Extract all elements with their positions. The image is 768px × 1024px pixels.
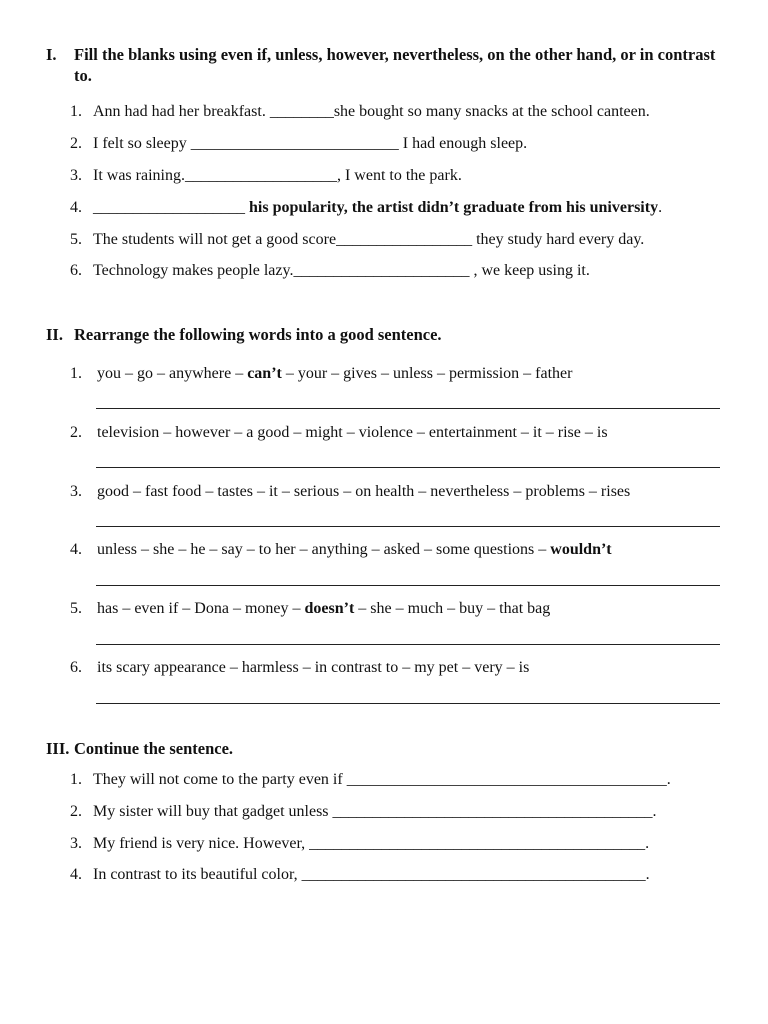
s2-item-2 xyxy=(70,423,608,443)
item-text: you – go – anywhere – xyxy=(97,365,248,382)
s1-item-4 xyxy=(70,198,662,218)
item-bold-text: doesn’t xyxy=(304,600,355,617)
section-3-title: Continue the sentence. xyxy=(74,739,234,758)
section-1-title: Fill the blanks using even if, unless, however, nevertheless, on the other hand, or in contrast to. xyxy=(74,45,716,85)
item-text: has – even if – Dona – money – xyxy=(97,600,305,617)
s2-item-6 xyxy=(70,658,529,678)
item-number: 3. xyxy=(70,483,82,500)
item-text: The students will not get a good score_________________ they study hard every day. xyxy=(93,231,645,248)
s1-item-5 xyxy=(70,230,644,250)
s2-answer-line-3[interactable] xyxy=(96,526,720,527)
s2-answer-line-2[interactable] xyxy=(96,467,720,468)
section-3-number: III. xyxy=(46,739,70,758)
item-number: 4. xyxy=(70,199,82,216)
section-2-number: II. xyxy=(46,325,63,344)
item-text: good – fast food – tastes – it – serious – on health – nevertheless – problems – rises xyxy=(97,483,631,500)
s2-answer-line-5[interactable] xyxy=(96,644,720,645)
s2-item-3 xyxy=(70,482,630,502)
item-text-after: . xyxy=(658,199,663,216)
item-number: 4. xyxy=(70,541,82,558)
s2-answer-line-4[interactable] xyxy=(96,585,720,586)
s1-item-3 xyxy=(70,166,462,186)
item-blank: ___________________ xyxy=(93,199,249,216)
item-text: My friend is very nice. However, __________________________________________. xyxy=(93,835,650,852)
item-number: 1. xyxy=(70,365,82,382)
item-text: Ann had had her breakfast. ________she bought so many snacks at the school canteen. xyxy=(93,103,650,120)
item-number: 6. xyxy=(70,262,82,279)
item-text-after: – she – much – buy – that bag xyxy=(354,600,551,617)
item-bold-text: his popularity, the artist didn’t graduate from his university xyxy=(249,199,659,216)
item-number: 4. xyxy=(70,866,82,883)
s3-item-2 xyxy=(70,802,657,822)
item-number: 5. xyxy=(70,231,82,248)
s3-item-1 xyxy=(70,770,671,790)
s2-item-5 xyxy=(70,599,550,619)
item-text: In contrast to its beautiful color, ___________________________________________. xyxy=(93,866,650,883)
item-text: unless – she – he – say – to her – anything – asked – some questions – xyxy=(97,541,551,558)
item-number: 2. xyxy=(70,424,82,441)
item-bold-text: can’t xyxy=(247,365,282,382)
item-text: They will not come to the party even if ________________________________________. xyxy=(93,771,671,788)
item-text: television – however – a good – might – violence – entertainment – it – rise – is xyxy=(97,424,608,441)
item-text: It was raining.___________________, I went to the park. xyxy=(93,167,462,184)
section-2-heading xyxy=(46,324,734,345)
item-number: 3. xyxy=(70,167,82,184)
item-number: 1. xyxy=(70,103,82,120)
s2-answer-line-6[interactable] xyxy=(96,703,720,704)
item-text: I felt so sleepy __________________________ I had enough sleep. xyxy=(93,135,528,152)
section-2-title: Rearrange the following words into a good sentence. xyxy=(74,325,442,344)
s3-item-3 xyxy=(70,834,649,854)
item-number: 1. xyxy=(70,771,82,788)
item-number: 5. xyxy=(70,600,82,617)
section-1-heading xyxy=(46,44,734,86)
item-text: its scary appearance – harmless – in contrast to – my pet – very – is xyxy=(97,659,530,676)
item-text-after: – your – gives – unless – permission – father xyxy=(281,365,573,382)
item-bold-text: wouldn’t xyxy=(550,541,612,558)
item-number: 3. xyxy=(70,835,82,852)
item-number: 2. xyxy=(70,135,82,152)
item-number: 6. xyxy=(70,659,82,676)
s1-item-2 xyxy=(70,134,527,154)
s2-item-4 xyxy=(70,540,612,560)
section-1-number: I. xyxy=(46,45,57,64)
s2-item-1 xyxy=(70,364,572,384)
item-number: 2. xyxy=(70,803,82,820)
section-3-heading xyxy=(46,738,734,759)
item-text: Technology makes people lazy.______________________ , we keep using it. xyxy=(93,262,590,279)
s1-item-6 xyxy=(70,261,590,281)
s3-item-4 xyxy=(70,865,650,885)
s2-answer-line-1[interactable] xyxy=(96,408,720,409)
s1-item-1 xyxy=(70,102,650,122)
item-text: My sister will buy that gadget unless ________________________________________. xyxy=(93,803,657,820)
